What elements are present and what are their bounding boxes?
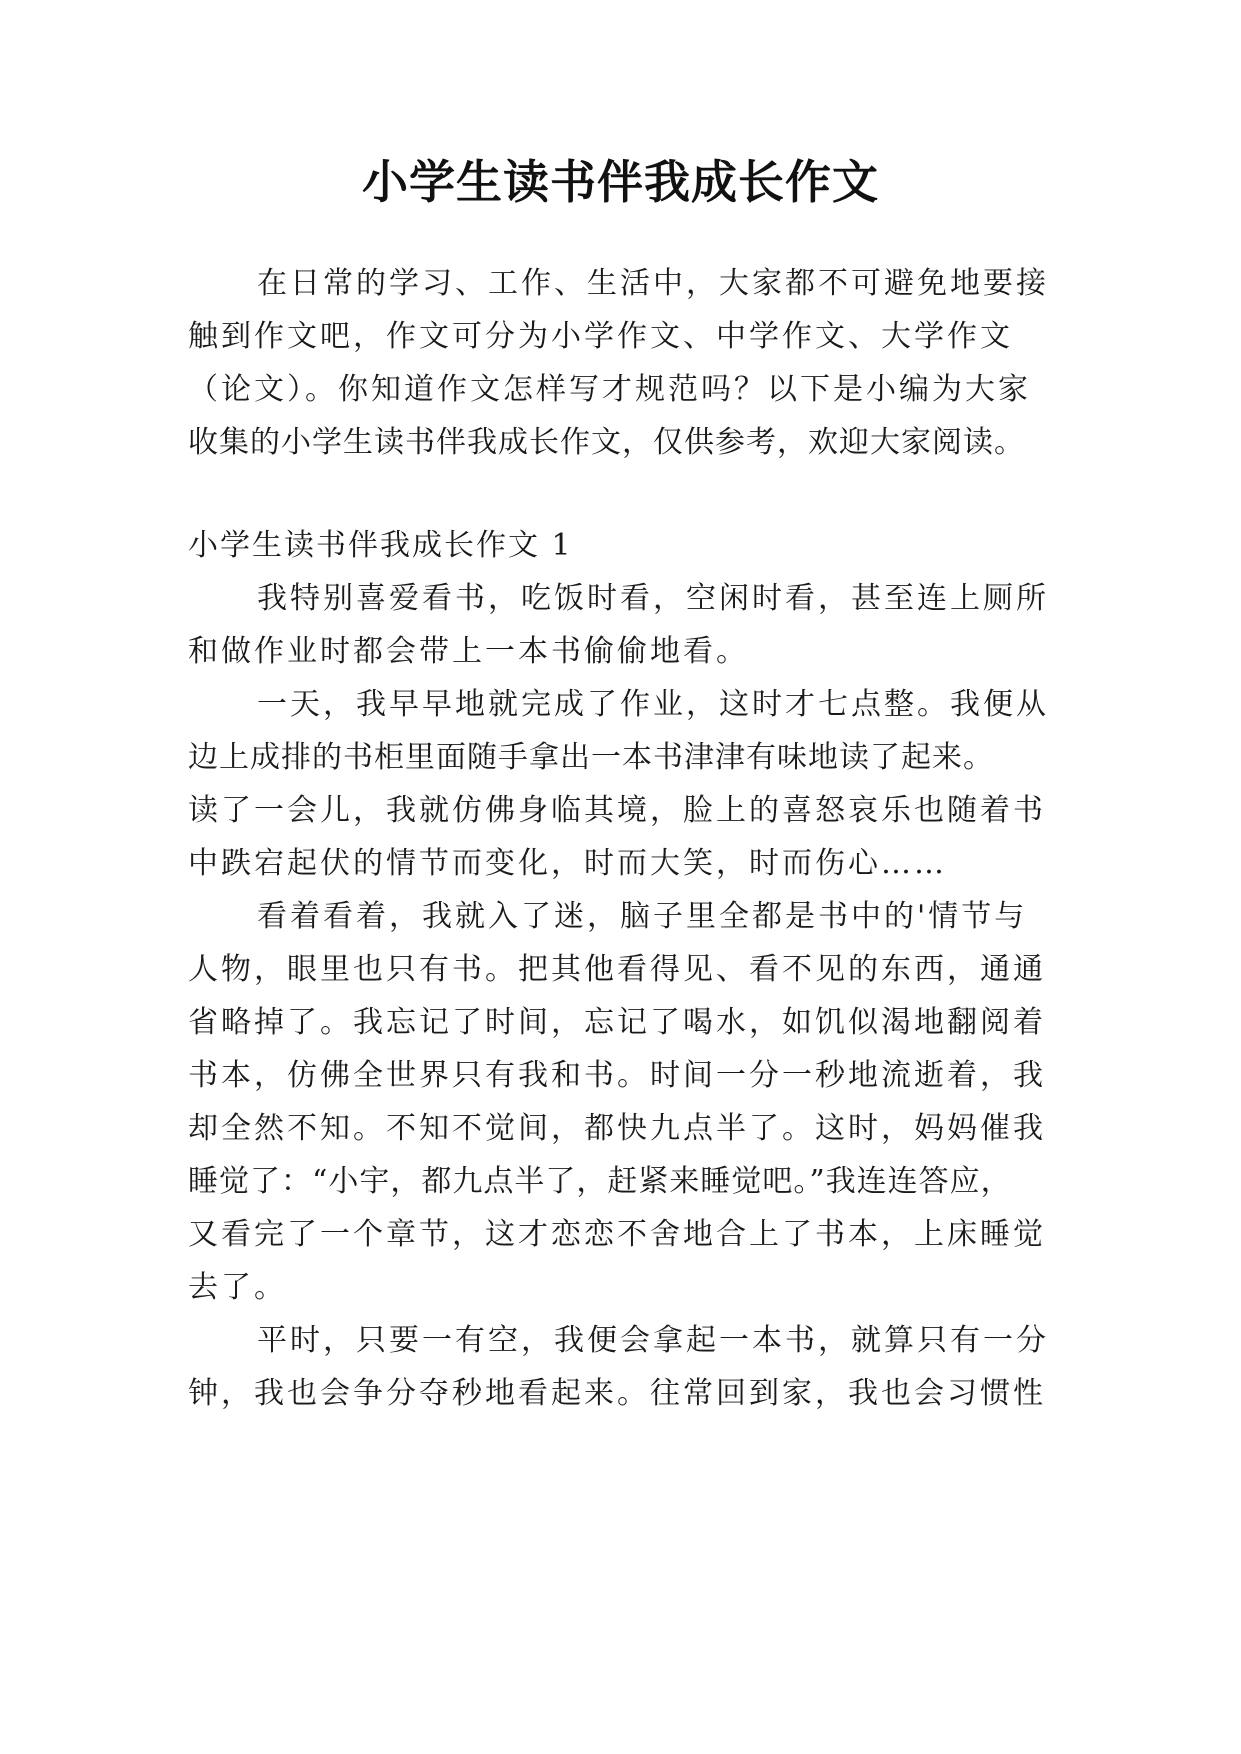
intro-line: （论文）。你知道作文怎样写才规范吗？以下是小编为大家: [188, 372, 1031, 407]
section-heading: 小学生读书伴我成长作文 1: [188, 528, 573, 563]
paragraph-line: 我特别喜爱看书，吃饭时看，空闲时看，甚至连上厕所: [257, 581, 1049, 616]
paragraph-line: 看着看着，我就入了迷，脑子里全都是书中的'情节与: [257, 899, 1028, 934]
paragraph-line: 边上成排的书柜里面随手拿出一本书津津有味地读了起来。: [188, 740, 994, 775]
intro-line: 收集的小学生读书伴我成长作文，仅供参考，欢迎大家阅读。: [188, 425, 1025, 460]
paragraph-line: 又看完了一个章节，这才恋恋不舍地合上了书本，上床睡觉: [188, 1217, 1046, 1252]
paragraph-line: 读了一会儿，我就仿佛身临其境，脸上的喜怒哀乐也随着书: [188, 793, 1046, 828]
paragraph-line: 却全然不知。不知不觉间，都快九点半了。这时，妈妈催我: [188, 1111, 1046, 1146]
paragraph-line: 书本，仿佛全世界只有我和书。时间一分一秒地流逝着，我: [188, 1058, 1046, 1093]
document-title: 小学生读书伴我成长作文: [362, 155, 879, 209]
paragraph-line: 和做作业时都会带上一本书偷偷地看。: [188, 634, 749, 669]
paragraph-line: 省略掉了。我忘记了时间，忘记了喝水，如饥似渴地翻阅着: [188, 1005, 1046, 1040]
paragraph-line: 钟，我也会争分夺秒地看起来。往常回到家，我也会习惯性: [188, 1376, 1046, 1411]
paragraph-line: 平时，只要一有空，我便会拿起一本书，就算只有一分: [257, 1323, 1049, 1358]
paragraph-line: 睡觉了：“小宇，都九点半了，赶紧来睡觉吧。”我连连答应，: [188, 1164, 1012, 1199]
intro-line: 在日常的学习、工作、生活中，大家都不可避免地要接: [257, 266, 1049, 301]
paragraph-line: 人物，眼里也只有书。把其他看得见、看不见的东西，通通: [188, 952, 1046, 987]
intro-line: 触到作文吧，作文可分为小学作文、中学作文、大学作文: [188, 319, 1013, 354]
paragraph-line: 中跌宕起伏的情节而变化，时而大笑，时而伤心……: [188, 846, 947, 881]
paragraph-line: 去了。: [188, 1270, 287, 1305]
paragraph-line: 一天，我早早地就完成了作业，这时才七点整。我便从: [257, 687, 1049, 722]
